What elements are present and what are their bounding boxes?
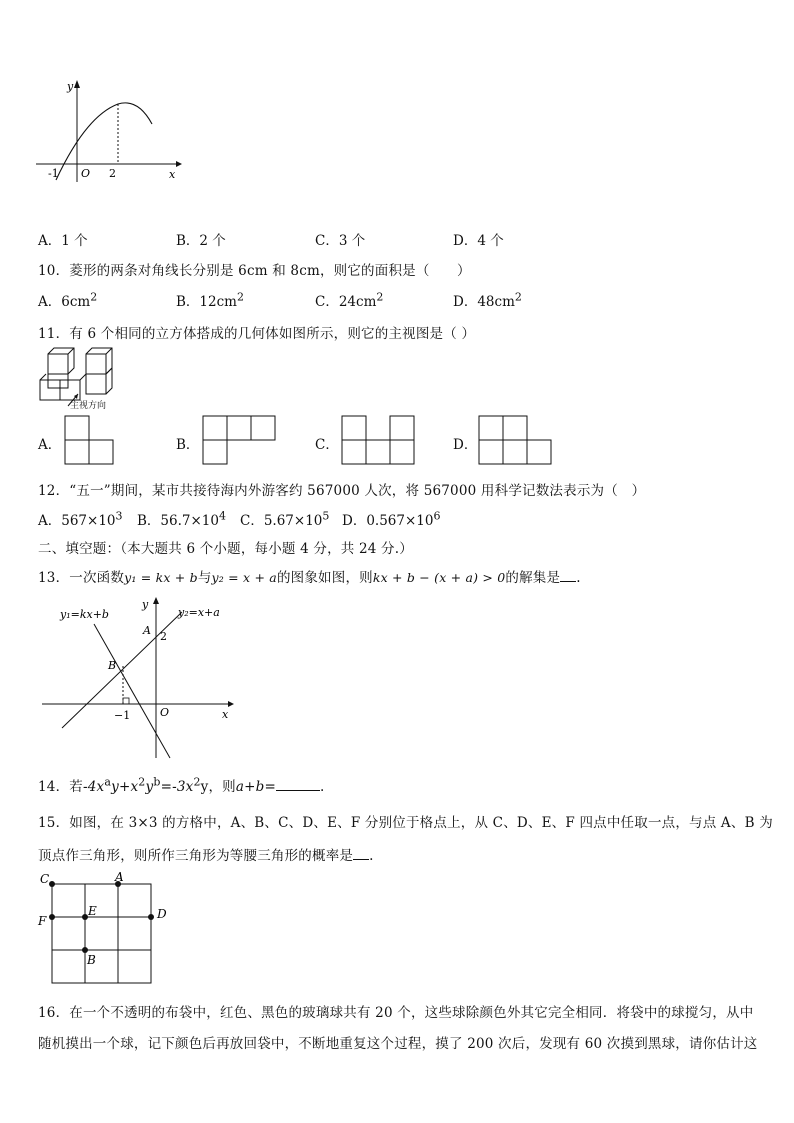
y-axis-label: y (142, 598, 149, 611)
origin-label: O (81, 167, 91, 180)
q11-option-c-label[interactable]: C． (315, 437, 339, 453)
q9-parabola-graph (34, 76, 184, 186)
parabola-curve (56, 103, 152, 180)
q13-linear-graph (40, 594, 250, 764)
q15-grid-figure (36, 868, 176, 990)
q13-y2-expr: y₂ = x + a (211, 570, 277, 585)
q10-option-b[interactable]: B．$12cm^2$ (176, 290, 244, 310)
q15-question-line1: 15．如图，在 3×3 的方格中，A、B、C、D、E、F 分别位于格点上，从 C、D、E、F 四点中任取一点，与点 A、B 为 (38, 815, 773, 831)
q11-option-d-figure[interactable] (478, 415, 554, 467)
point-d (148, 914, 154, 920)
q13-answer-blank[interactable] (560, 569, 576, 582)
q11-option-c-figure[interactable] (341, 415, 417, 467)
point-b-label: B (108, 659, 117, 672)
x-axis-label: x (222, 708, 229, 721)
q12-option-d[interactable]: D．$0.567\times 10^6$ (342, 509, 441, 529)
x-axis-arrow (228, 701, 234, 707)
q13-inequality: kx + b − (x + a) > 0 (372, 570, 506, 585)
label-f: F (38, 914, 47, 928)
y1-label: y₁=kx+b (60, 608, 109, 621)
q9-option-c[interactable]: C．3 个 (315, 233, 366, 249)
label-a: A (115, 870, 124, 884)
line-y1 (94, 624, 170, 758)
origin-label: O (160, 706, 170, 719)
label-d: D (157, 907, 167, 921)
section-fill-in-header: 二、填空题：（本大题共 6 个小题，每小题 4 分，共 24 分.） (38, 541, 413, 557)
q15-question-line2: 顶点作三角形，则所作三角形为等腰三角形的概率是 . (38, 848, 374, 864)
y-axis-label: y (67, 80, 74, 93)
tick-2: 2 (160, 630, 167, 643)
q10-option-a[interactable]: A．$6cm^2$ (38, 290, 98, 310)
q11-option-a-label[interactable]: A． (38, 437, 62, 453)
q10-option-d[interactable]: D．$48cm^2$ (453, 290, 522, 310)
q10-option-c[interactable]: C．$24cm^2$ (315, 290, 384, 310)
q11-direction-label: 主视方向 (70, 401, 107, 411)
q11-option-b-figure[interactable] (202, 415, 278, 467)
x-axis-arrow (176, 161, 182, 167)
q14-question: 14．若$-4x^ay+x^2y^b=-3x^2y$，则a+b= . (38, 775, 325, 795)
q12-option-a[interactable]: A．$567\times 10^3$ (38, 509, 123, 529)
q12-question: 12．“五一”期间，某市共接待海内外游客约 567000 人次，将 567000 用科学记数法表示为（ ） (38, 483, 646, 499)
q14-answer-blank[interactable] (276, 778, 320, 791)
tick-neg1: -1 (48, 167, 59, 180)
q13-question: 13．一次函数y₁ = kx + b与y₂ = x + a的图象如图，则kx + b − (x + a) > 0的解集是 . (38, 570, 581, 586)
right-angle-mark (123, 698, 129, 704)
q9-option-b[interactable]: B．2 个 (176, 233, 226, 249)
q15-answer-blank[interactable] (353, 847, 369, 860)
y2-label: y₂=x+a (178, 606, 220, 619)
q11-option-b-label[interactable]: B． (176, 437, 200, 453)
q12-option-b[interactable]: B．$56.7\times 10^4$ (137, 509, 226, 529)
y-axis-arrow (153, 597, 159, 604)
point-c (49, 881, 55, 887)
tick-neg1: −1 (114, 709, 131, 722)
q13-y1-expr: y₁ = kx + b (124, 570, 198, 585)
q11-option-d-label[interactable]: D． (453, 437, 478, 453)
tick-2: 2 (109, 167, 116, 180)
point-f (49, 914, 55, 920)
q12-option-c[interactable]: C．$5.67\times 10^5$ (240, 509, 330, 529)
q11-option-a-figure[interactable] (64, 415, 114, 467)
q9-option-d[interactable]: D．4 个 (453, 233, 504, 249)
q10-question: 10．菱形的两条对角线长分别是 6cm 和 8cm，则它的面积是（ ） (38, 263, 471, 279)
q9-option-a[interactable]: A．1 个 (38, 233, 88, 249)
label-c: C (40, 872, 50, 886)
point-a-label: A (143, 624, 151, 637)
label-e: E (88, 904, 97, 918)
q16-question-line2: 随机摸出一个球，记下颜色后再放回袋中，不断地重复这个过程，摸了 200 次后，发现有 60 次摸到黑球，请你估计这 (38, 1036, 758, 1052)
label-b: B (87, 953, 96, 967)
q11-question: 11．有 6 个相同的立方体搭成的几何体如图所示，则它的主视图是（ ） (38, 326, 476, 342)
y-axis-arrow (74, 80, 80, 88)
x-axis-label: x (169, 168, 176, 181)
q16-question-line1: 16．在一个不透明的布袋中，红色、黑色的玻璃球共有 20 个，这些球除颜色外其它完全相同．将袋中的球搅匀，从中 (38, 1005, 754, 1021)
